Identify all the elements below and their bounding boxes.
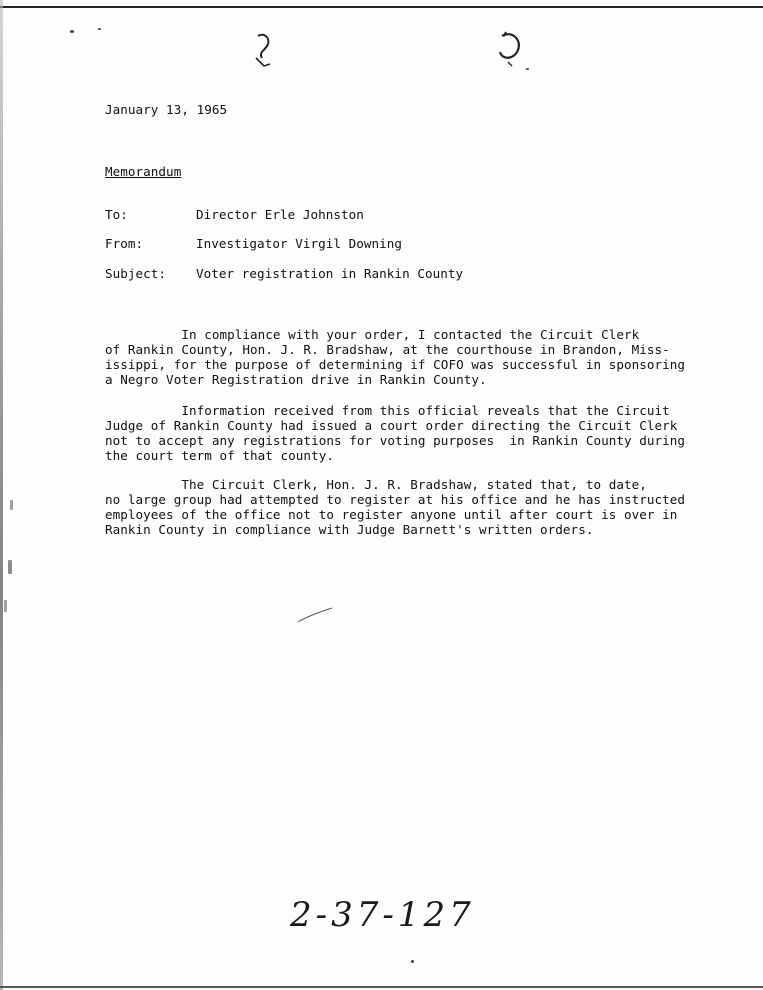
scan-speck — [4, 600, 7, 612]
memo-paragraph-2: Information received from this official reveals that the Circuit Judge of Rankin County had issued a court order directing the Circuit Clerk not to accept any registrations for voting purposes in Rankin County during the court term of that county. — [105, 403, 686, 463]
subject-label: Subject: — [105, 266, 167, 281]
from-label: From: — [105, 236, 144, 251]
punch-hole-left-mark — [250, 30, 280, 75]
to-value: Director Erle Johnston — [196, 207, 364, 222]
memo-date: January 13, 1965 — [105, 102, 228, 117]
scan-speck — [98, 28, 101, 30]
subject-value: Voter registration in Rankin County — [196, 266, 464, 281]
scan-speck — [526, 68, 529, 70]
from-value: Investigator Virgil Downing — [196, 236, 403, 251]
memo-paragraph-3: The Circuit Clerk, Hon. J. R. Bradshaw, stated that, to date, no large group had attempted to register at his office and he has instructed employees of the office not to register anyone until after court is over in Rankin County in compliance with Judge Barnett's written orders. — [105, 477, 686, 537]
scan-speck — [411, 960, 414, 963]
scan-speck — [10, 500, 13, 510]
to-label: To: — [105, 207, 128, 222]
document-number: 2-37-127 — [290, 895, 475, 935]
page-bottom-edge — [0, 986, 763, 988]
memo-heading: Memorandum — [105, 164, 182, 179]
pen-stroke-mark — [296, 606, 336, 626]
page-top-edge — [0, 6, 763, 8]
memo-paragraph-1: In compliance with your order, I contacted the Circuit Clerk of Rankin County, Hon. J. R. Bradshaw, at the courthouse in Brandon, Miss- issippi, for the purpose of determining if COFO was successful in sponsoring a Negro Voter Registration drive in Rankin County. — [105, 327, 686, 387]
scan-speck — [70, 30, 74, 33]
scan-speck — [8, 560, 12, 574]
page-left-edge — [0, 0, 3, 990]
